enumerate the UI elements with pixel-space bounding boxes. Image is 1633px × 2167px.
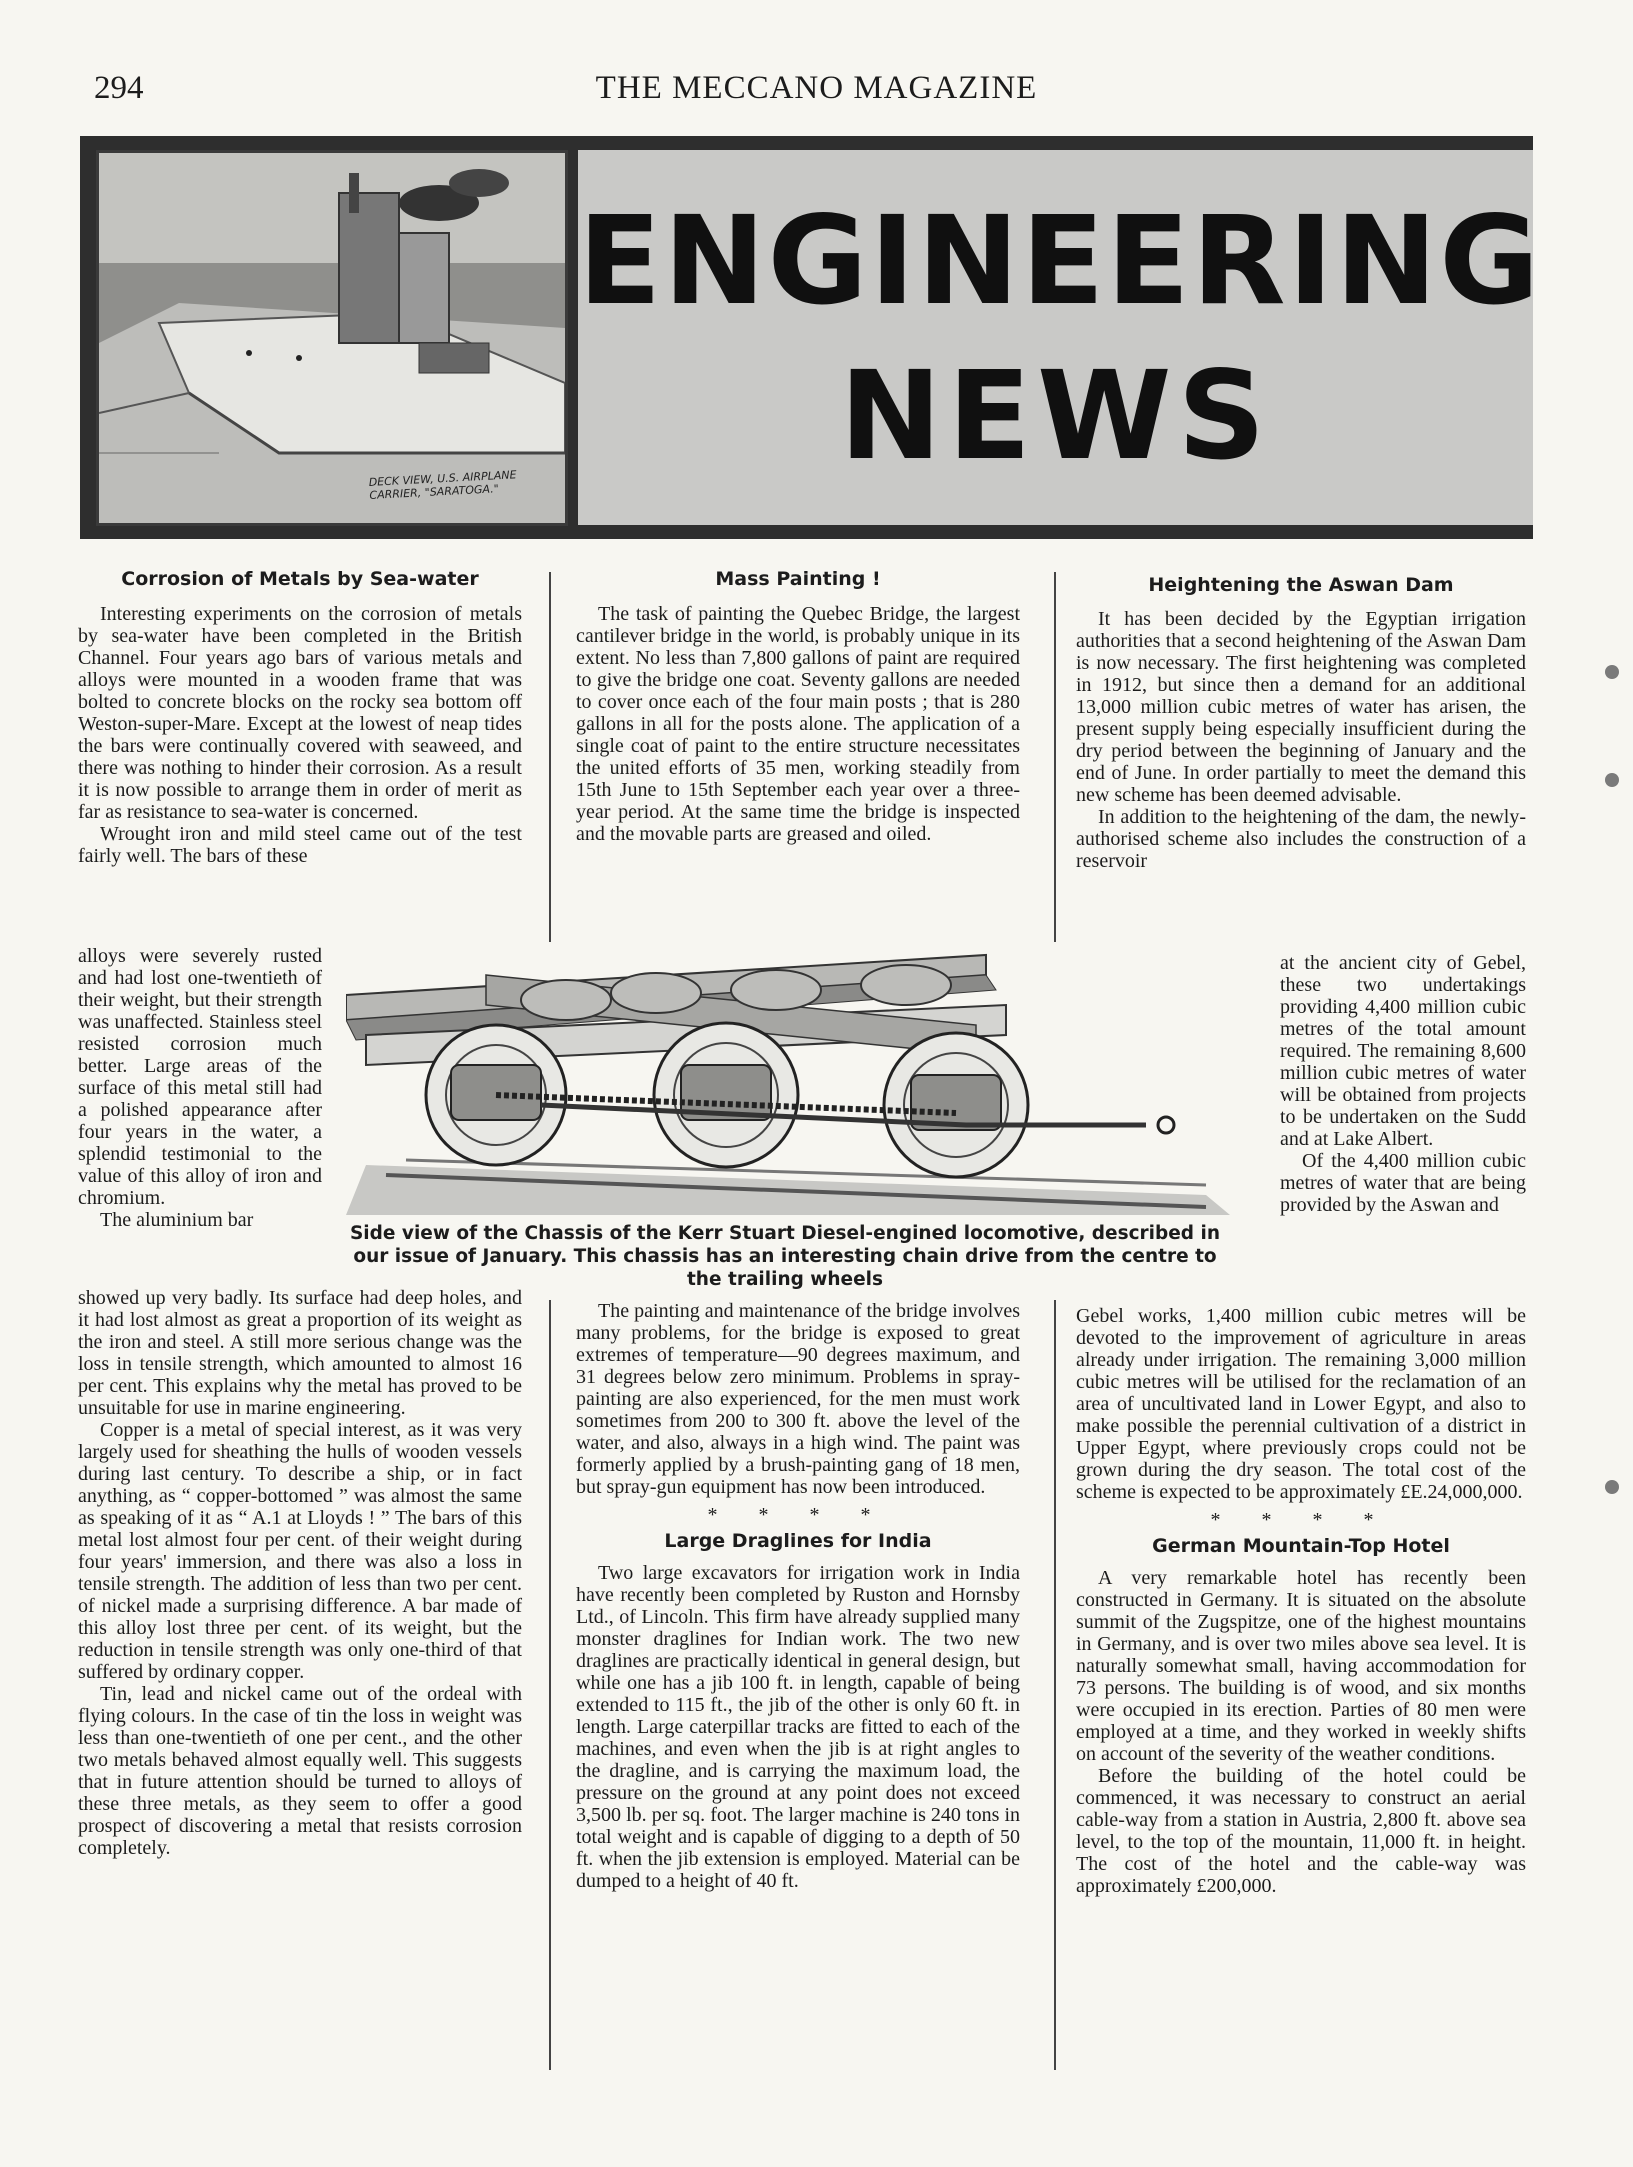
paragraph: Two large excavators for irrigation work in India have recently been completed by Ruston and Hornsby Ltd., of Lincoln. This firm have already supplied many monster draglines for Indian work. The two new draglines are practically identical in general design, but while one has a jib 100 ft. in length, capable of being extended to 115 ft., the jib of the other is only 60 ft. in length. Large caterpillar tracks are fitted to each of the machines, and even when the jib is at right angles to the dragline, and is carrying the maximum load, the pressure on the ground at any point does not exceed 3,500 lb. per sq. foot. The larger machine is 240 tons in total weight and is capable of digging to a depth of 50 ft. when the jib extension is employed. Material can be dumped to a height of 40 ft. (576, 1562, 1020, 1892)
corrosion-text-top (78, 603, 522, 867)
section-separator: * * * * (707, 1504, 889, 1526)
banner-title-panel (578, 150, 1542, 525)
banner-title-engineering: ENGINEERING (578, 190, 1542, 332)
column-rule (549, 572, 551, 942)
chassis-drawing (346, 945, 1230, 1215)
paragraph: In addition to the heightening of the dam, the newly-authorised scheme also includes the construction of a reservoir (1076, 806, 1526, 872)
photo-caption: DECK VIEW, U.S. AIRPLANE CARRIER, "SARATOGA." (368, 468, 517, 502)
banner-title-news: NEWS (839, 345, 1272, 487)
article-heading: Corrosion of Metals by Sea-water (121, 568, 479, 590)
paragraph: alloys were severely rusted and had lost one-twentieth of their weight, but their strength was unaffected. Stainless steel resisted corrosion much better. Large areas of the surface of this metal still had a polished appearance after four years in the water, a splendid testimonial to the value of this alloy of iron and chromium. (78, 945, 322, 1209)
paragraph: Of the 4,400 million cubic metres of water that are being provided by the Aswan and (1280, 1150, 1526, 1216)
locomotive-chassis-illustration (346, 945, 1230, 1215)
paragraph: It has been decided by the Egyptian irrigation authorities that a second heightening of the Aswan Dam is now necessary. The first heightening was completed in 1912, but since then a demand for an additional 13,000 million cubic metres of water has arisen, the present supply being especially insufficient during the dry period between the beginning of January and the end of June. In order partially to meet the demand this new scheme has been deemed advisable. (1076, 608, 1526, 806)
paragraph: The painting and maintenance of the bridge involves many problems, for the bridge is exposed to great extremes of temperature—90 degrees maximum, and 31 degrees below zero minimum. Problems in spray-painting are also experienced, for the men must work sometimes from 200 to 300 ft. above the level of the water, and also, always in a high wind. The paint was formerly applied by a brush-painting gang of 18 men, but spray-gun equipment has now been introduced. (576, 1300, 1020, 1498)
mass-painting-text-bottom (576, 1300, 1020, 1892)
article-mass-painting (576, 568, 1020, 600)
aircraft-carrier-illustration (96, 150, 568, 526)
corrosion-text-bottom (78, 1287, 522, 1859)
mass-painting-text-top (576, 603, 1020, 845)
paragraph: Copper is a metal of special interest, as it was very largely used for sheathing the hulls of wooden vessels during last century. To describe a ship, or in fact anything, as “ copper-bottomed ” was almost the same as speaking of it as “ A.1 at Lloyds ! ” The bars of this metal lost almost four per cent. of their weight during four years' immersion, and there was also a loss in tensile strength. The addition of less than two per cent. of nickel made a surprising difference. A bar made of this alloy lost three per cent. of its weight, but the reduction in tensile strength was only one-third of that suffered by ordinary copper. (78, 1419, 522, 1683)
paragraph: Tin, lead and nickel came out of the ordeal with flying colours. In the case of tin the loss in weight was less than one-twentieth of one per cent., and the other two metals behaved almost equally well. This suggests that in future attention should be turned to alloys of these three metals, as they seem to offer a good prospect of discovering a metal that resists corrosion completely. (78, 1683, 522, 1859)
paragraph: The task of painting the Quebec Bridge, the largest cantilever bridge in the world, is probably unique in its extent. No less than 7,800 gallons of paint are required to give the bridge one coat. Seventy gallons are needed to cover once each of the four main posts ; that is 280 gallons in all for the posts alone. The application of a single coat of paint to the entire structure necessitates the united efforts of 35 men, working steadily from 15th June to 15th September each year over a three-year period. At the same time the bridge is inspected and the movable parts are greased and oiled. (576, 603, 1020, 845)
paragraph: at the ancient city of Gebel, these two undertakings providing 4,400 million cubic metres of the total amount required. The remaining 8,600 million cubic metres of water will be obtained from projects to be undertaken on the Sudd and at Lake Albert. (1280, 952, 1526, 1150)
column-rule (1054, 572, 1056, 942)
binding-hole (1605, 665, 1619, 679)
article-heading: Heightening the Aswan Dam (1148, 574, 1454, 596)
aswan-text-bottom (1076, 1305, 1526, 1897)
carrier-deck-drawing (99, 153, 565, 523)
paragraph: showed up very badly. Its surface had deep holes, and it had lost almost as great a proportion of its weight as the iron and steel. A still more serious change was the loss in tensile strength, which amounted to almost 16 per cent. This explains why the metal has proved to be unsuitable for use in marine engineering. (78, 1287, 522, 1419)
paragraph: Before the building of the hotel could be commenced, it was necessary to construct an aerial cable-way from a station in Austria, 2,800 ft. above sea level, to the top of the mountain, 11,000 ft. in height. The cost of the hotel and the cable-way was approximately £200,000. (1076, 1765, 1526, 1897)
paragraph: Gebel works, 1,400 million cubic metres will be devoted to the improvement of agriculture in areas already under irrigation. The remaining 3,000 million cubic metres will be utilised for the reclamation of an area of uncultivated land in Lower Egypt, and also to make possible the perennial cultivation of a district in Upper Egypt, where previously crops could not be grown during the dry season. The total cost of the scheme is expected to be approximately £E.24,000,000. (1076, 1305, 1526, 1503)
corrosion-text-wrap (78, 945, 322, 1231)
magazine-title: THE MECCANO MAGAZINE (595, 70, 1038, 106)
binding-hole (1605, 773, 1619, 787)
binding-hole (1605, 1480, 1619, 1494)
section-separator: * * * * (1210, 1509, 1392, 1531)
figure-caption: Side view of the Chassis of the Kerr Stuart Diesel-engined locomotive, described in our issue of January. This chassis has an interesting chain drive from the centre to the trailing wheels (349, 1223, 1220, 1290)
article-heading: German Mountain-Top Hotel (1152, 1535, 1450, 1557)
aswan-text-top (1076, 608, 1526, 872)
paragraph: Wrought iron and mild steel came out of the test fairly well. The bars of these (78, 823, 522, 867)
paragraph: A very remarkable hotel has recently been constructed in Germany. It is situated on the absolute summit of the Zugspitze, one of the highest mountains in Germany, and is over two miles above sea level. It is naturally somewhat small, having accommodation for 73 persons. The building is of wood, and six months were occupied in its erection. Parties of 80 men were employed at a time, and they worked in weekly shifts on account of the severity of the weather conditions. (1076, 1567, 1526, 1765)
paragraph: Interesting experiments on the corrosion of metals by sea-water have been completed in the British Channel. Four years ago bars of various metals and alloys were mounted in a wooden frame that was bolted to concrete blocks on the rocky sea bottom off Weston-super-Mare. Except at the lowest of neap tides the bars were continually covered with seaweed, and there was nothing to hinder their corrosion. As a result it is now possible to arrange them in order of merit as far as resistance to sea-water is concerned. (78, 603, 522, 823)
article-heading: Large Draglines for India (664, 1530, 932, 1552)
article-corrosion (78, 568, 522, 600)
article-aswan-dam (1076, 574, 1526, 606)
column-rule (549, 1300, 551, 2070)
article-heading: Mass Painting ! (715, 568, 881, 590)
page-number: 294 (94, 70, 144, 106)
aswan-text-wrap (1280, 952, 1526, 1216)
paragraph: The aluminium bar (100, 1209, 254, 1231)
column-rule (1054, 1300, 1056, 2070)
